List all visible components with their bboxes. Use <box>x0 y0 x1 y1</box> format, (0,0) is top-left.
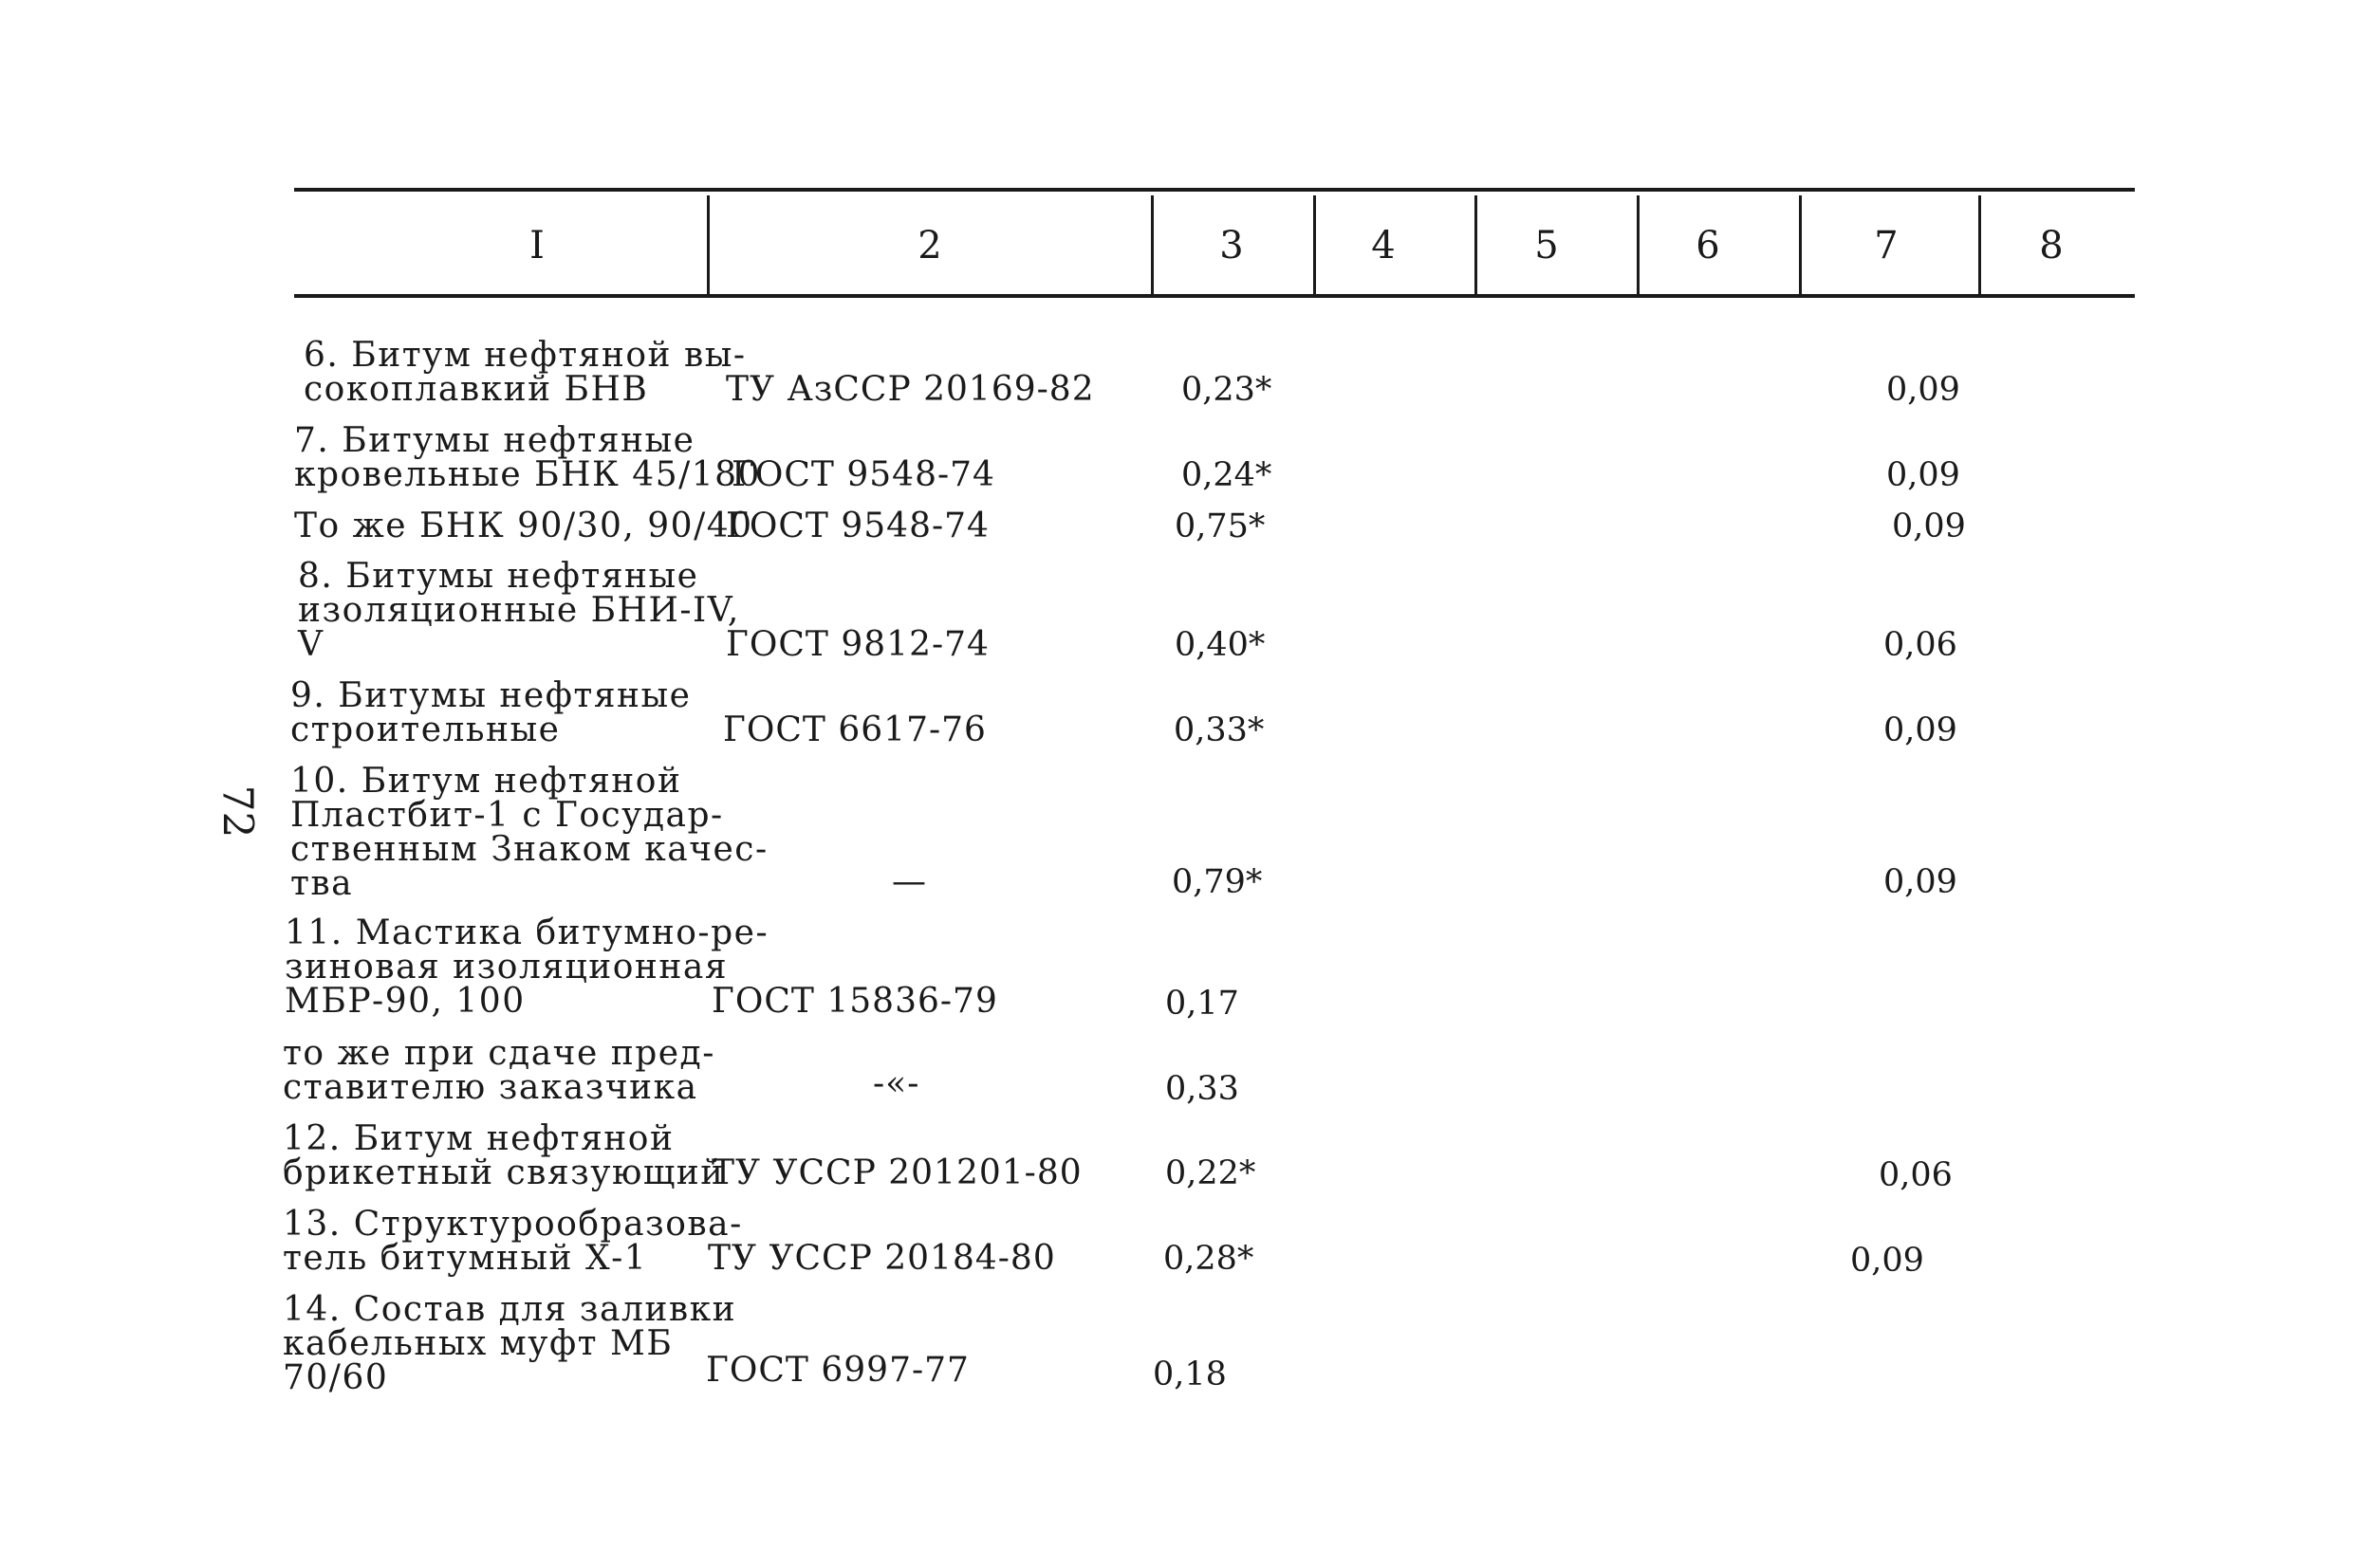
table-row-name: 6. Битум нефтяной вы- сокоплавкий БНВ <box>304 336 747 409</box>
header-col-1: I <box>529 224 545 267</box>
table-row-col7: 0,09 <box>1883 863 1957 901</box>
table-row-name: 14. Состав для заливки кабельных муфт МБ 70/60 <box>283 1290 737 1397</box>
table-row-col3: 0,22* <box>1165 1154 1256 1192</box>
table-row-col3: 0,23* <box>1181 371 1272 409</box>
column-divider <box>1799 195 1802 294</box>
table-row-col7: 0,09 <box>1883 711 1957 749</box>
table-row-name: то же при сдаче пред- ставителю заказчика <box>283 1034 715 1107</box>
column-divider <box>1474 195 1477 294</box>
table-row-doc: ТУ АзССР 20169-82 <box>726 370 1095 409</box>
table-row-col7: 0,06 <box>1883 626 1957 664</box>
table-row-doc: ГОСТ 9548-74 <box>732 455 995 494</box>
table-row-col7: 0,06 <box>1879 1156 1953 1194</box>
table-row-doc: ГОСТ 6997-77 <box>706 1351 970 1390</box>
table-row-doc: ГОСТ 9548-74 <box>726 507 990 545</box>
table-row-doc: ГОСТ 15836-79 <box>712 982 998 1021</box>
table-row-name: 7. Битумы нефтяные кровельные БНК 45/180 <box>294 421 761 494</box>
table-row-doc: ТУ УССР 201201-80 <box>712 1153 1083 1192</box>
table-row-col7: 0,09 <box>1892 507 1966 545</box>
table-row-col7: 0,09 <box>1850 1242 1924 1280</box>
header-col-8: 8 <box>2039 224 2064 267</box>
table-header-bottom-rule <box>294 294 2135 298</box>
table-row-name: 10. Битум нефтяной Пластбит-1 с Государ- ственным Знаком качес- тва <box>290 762 769 903</box>
table-row-col3: 0,17 <box>1165 985 1239 1023</box>
table-row-name: То же БНК 90/30, 90/40 <box>294 507 753 545</box>
page-number: 72 <box>213 784 262 839</box>
table-row-name: 11. Мастика битумно-ре- зиновая изоляционная МБР-90, 100 <box>285 913 769 1021</box>
table-row-doc: ГОСТ 9812-74 <box>726 625 990 664</box>
table-row-name: 12. Битум нефтяной брикетный связующий <box>283 1119 725 1192</box>
table-row-name: 8. Битумы нефтяные изоляционные БНИ-IV, V <box>298 557 740 664</box>
header-col-5: 5 <box>1534 224 1559 267</box>
header-col-7: 7 <box>1874 224 1899 267</box>
column-divider <box>1151 195 1154 294</box>
column-divider <box>1978 195 1981 294</box>
column-divider <box>1637 195 1640 294</box>
table-row-doc: — <box>892 862 927 901</box>
table-row-doc: ГОСТ 6617-76 <box>723 710 987 749</box>
header-col-3: 3 <box>1219 224 1244 267</box>
table-row-doc: -«- <box>873 1064 920 1103</box>
table-row-name: 13. Структурообразова- тель битумный Х-1 <box>283 1205 743 1278</box>
table-row-col3: 0,24* <box>1181 456 1272 494</box>
table-row-col3: 0,28* <box>1163 1240 1254 1278</box>
table-row-col3: 0,75* <box>1175 507 1266 545</box>
table-row-col3: 0,33 <box>1165 1070 1239 1108</box>
header-col-6: 6 <box>1696 224 1720 267</box>
column-divider <box>707 195 710 294</box>
table-row-col7: 0,09 <box>1886 456 1960 494</box>
table-row-col3: 0,79* <box>1172 863 1263 901</box>
column-divider <box>1313 195 1316 294</box>
header-col-2: 2 <box>918 224 942 267</box>
table-row-col3: 0,33* <box>1174 711 1265 749</box>
table-row-col3: 0,18 <box>1153 1356 1227 1393</box>
table-row-col3: 0,40* <box>1175 626 1266 664</box>
header-col-4: 4 <box>1371 224 1396 267</box>
table-top-rule <box>294 188 2135 192</box>
table-row-doc: ТУ УССР 20184-80 <box>708 1239 1056 1278</box>
table-row-col7: 0,09 <box>1886 371 1960 409</box>
table-row-name: 9. Битумы нефтяные строительные <box>290 676 692 749</box>
